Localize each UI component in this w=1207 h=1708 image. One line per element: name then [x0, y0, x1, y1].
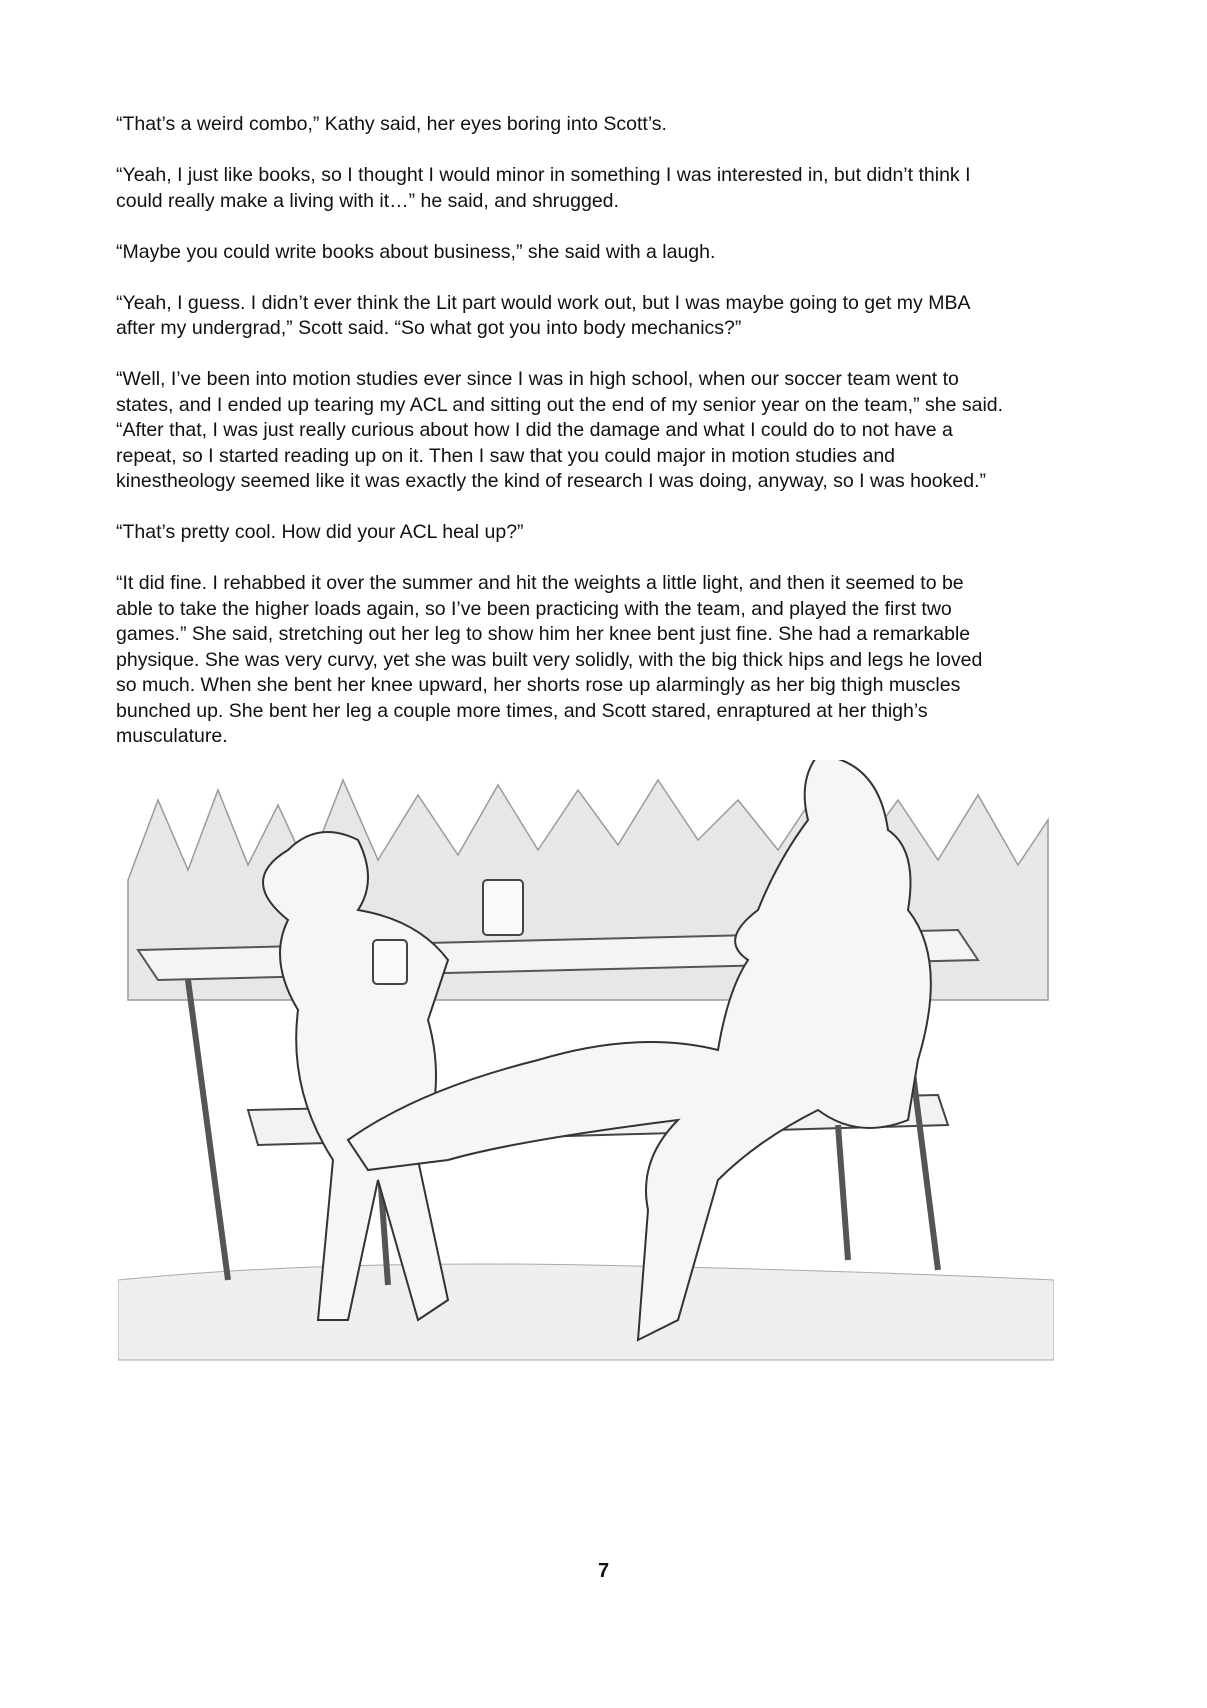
- page-number: 7: [597, 1560, 610, 1582]
- grass: [118, 1264, 1054, 1360]
- cup: [483, 880, 523, 935]
- cup: [373, 940, 407, 984]
- body-text: [116, 112, 1091, 775]
- paragraph: “That’s a weird combo,” Kathy said, her eyes boring into Scott’s.: [116, 113, 667, 135]
- paragraph: “Well, I’ve been into motion studies ever since I was in high school, when our soccer team went to states, and I ended up tearing my ACL and sitting out the end of my senior year on the team,” she said. “After that, I was just really curious about how I did the damage and what I could do to not have a repeat, so I started reading up on it. Then I saw that you could major in motion studies and kinestheology seemed like it was exactly the kind of research I was doing, anyway, so I was hooked.”: [116, 368, 1004, 492]
- paragraph: “Yeah, I just like books, so I thought I would minor in something I was interested in, but didn’t think I could really make a living with it…” he said, and shrugged.: [116, 164, 971, 212]
- paragraph: “Maybe you could write books about business,” she said with a laugh.: [116, 240, 716, 263]
- illustration: [118, 760, 1054, 1420]
- paragraph: “Yeah, I guess. I didn’t ever think the Lit part would work out, but I was maybe going to get my MBA after my undergrad,” Scott said. “So what got you into body mechanics?”: [116, 291, 971, 339]
- illustration-sketch: [118, 760, 1054, 1420]
- paragraph: “That’s pretty cool. How did your ACL heal up?”: [116, 521, 524, 543]
- paragraph: “It did fine. I rehabbed it over the summer and hit the weights a little light, and then it seemed to be able to take the higher loads again, so I’ve been practicing with the team, and played the first two games.” She said, stretching out her leg to show him her knee bent just fine. She had a remarkable physique. She was very curvy, yet she was built very solidly, with the big thick hips and legs he loved so much. When she bent her knee upward, her shorts rose up alarmingly as her big thigh muscles bunched up. She bent her leg a couple more times, and Scott stared, enraptured at her thigh’s musculature.: [116, 572, 983, 747]
